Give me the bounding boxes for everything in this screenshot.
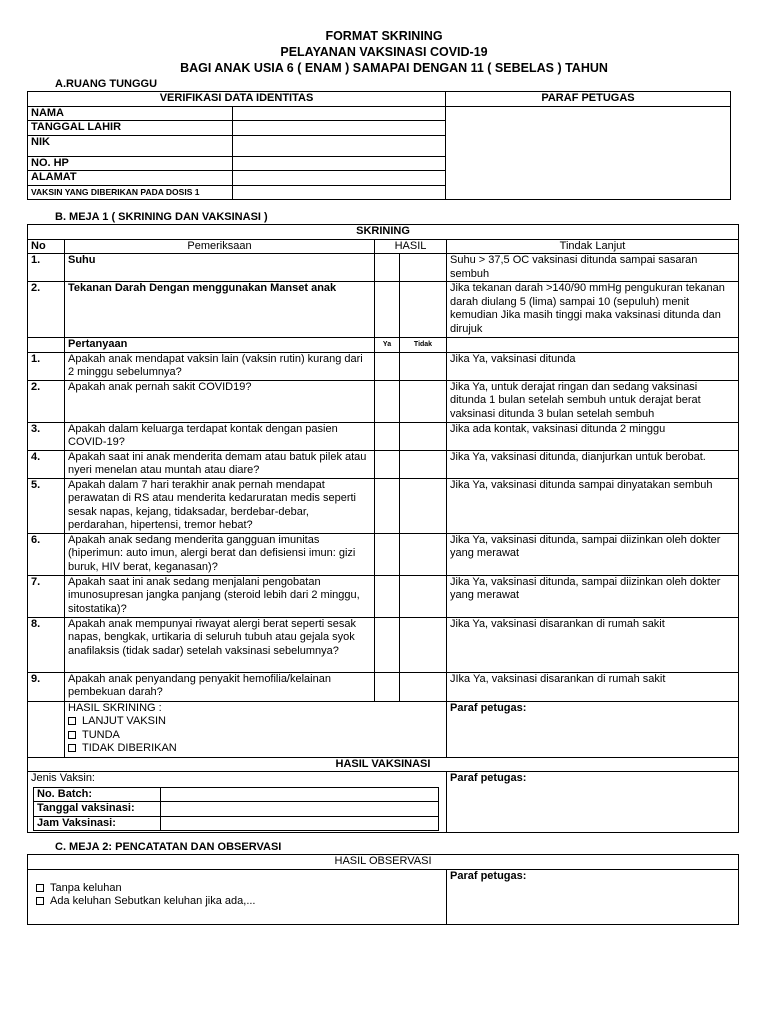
paraf-petugas-observasi[interactable]: Paraf petugas: (447, 869, 739, 924)
tanggal-vaksinasi-label: Tanggal vaksinasi: (34, 802, 161, 817)
row-number: 6. (28, 533, 65, 575)
field-input-alamat[interactable] (233, 171, 446, 186)
exam-row (28, 282, 739, 338)
paraf-petugas-cell[interactable] (446, 106, 731, 200)
row-number: 9. (28, 672, 65, 701)
checkbox-icon[interactable] (68, 744, 76, 752)
answer-ya-cell[interactable] (375, 575, 400, 617)
question-row (28, 672, 739, 701)
checkbox-icon[interactable] (68, 717, 76, 725)
question-row (28, 478, 739, 533)
field-label-no-hp: NO. HP (28, 156, 233, 171)
question-text: Apakah anak mendapat vaksin lain (vaksin rutin) kurang dari 2 minggu sebelumnya? (65, 352, 375, 380)
field-label-nama: NAMA (28, 106, 233, 121)
answer-ya-cell[interactable] (375, 672, 400, 701)
jam-vaksinasi-input[interactable] (161, 816, 439, 831)
answer-tidak-cell[interactable] (400, 380, 447, 422)
hasil-tidak-cell[interactable] (400, 282, 447, 338)
col-pemeriksaan-header: Pemeriksaan (65, 239, 375, 254)
exam-text: Tekanan Darah Dengan menggunakan Manset anak (65, 282, 375, 338)
checkbox-icon[interactable] (68, 731, 76, 739)
tidak-header: Tidak (400, 338, 447, 353)
option-lanjut-vaksin[interactable]: LANJUT VAKSIN (68, 715, 443, 729)
tanggal-vaksinasi-input[interactable] (161, 802, 439, 817)
question-text: Apakah anak penyandang penyakit hemofilia/kelainan pembekuan darah? (65, 672, 375, 701)
field-input-vaksin-dosis-1[interactable] (233, 185, 446, 200)
question-text: Apakah dalam 7 hari terakhir anak pernah mendapat perawatan di RS atau menderita kedaruratan medis seperti sesak napas, kejang, tidaksadar, berdebar-debar, perdarahan, hipertensi, tremor hebat? (65, 478, 375, 533)
tindak-lanjut-text: Jika Ya, vaksinasi disarankan di rumah sakit (447, 617, 739, 672)
hasil-skrining-block (65, 701, 447, 757)
question-row (28, 617, 739, 672)
no-batch-input[interactable] (161, 787, 439, 802)
row-number: 2. (28, 380, 65, 422)
answer-ya-cell[interactable] (375, 422, 400, 450)
answer-ya-cell[interactable] (375, 617, 400, 672)
question-row (28, 533, 739, 575)
jam-vaksinasi-label: Jam Vaksinasi: (34, 816, 161, 831)
identity-header: VERIFIKASI DATA IDENTITAS (28, 92, 446, 107)
field-label-tanggal-lahir: TANGGAL LAHIR (28, 121, 233, 136)
field-input-nik[interactable] (233, 135, 446, 156)
section-c-label: C. MEJA 2: PENCATATAN DAN OBSERVASI (55, 841, 282, 853)
checkbox-icon[interactable] (36, 884, 44, 892)
field-input-no-hp[interactable] (233, 156, 446, 171)
paraf-petugas-skrining[interactable]: Paraf petugas: (447, 701, 739, 757)
paraf-header: PARAF PETUGAS (446, 92, 731, 107)
answer-tidak-cell[interactable] (400, 478, 447, 533)
answer-tidak-cell[interactable] (400, 672, 447, 701)
hasil-observasi-header: HASIL OBSERVASI (28, 855, 739, 870)
form-target-group: BAGI ANAK USIA 6 ( ENAM ) SAMAPAI DENGAN 11 ( SEBELAS ) TAHUN (180, 61, 608, 75)
col-tindak-header: Tindak Lanjut (447, 239, 739, 254)
field-label-alamat: ALAMAT (28, 171, 233, 186)
question-row (28, 575, 739, 617)
question-text: Apakah saat ini anak sedang menjalani pengobatan imunosupresan jangka panjang (steroid lebih dari 2 minggu, sitostatika)? (65, 575, 375, 617)
option-tidak-diberikan[interactable]: TIDAK DIBERIKAN (68, 742, 443, 756)
tindak-lanjut-text: Jika Ya, vaksinasi ditunda, sampai diizinkan oleh dokter yang merawat (447, 533, 739, 575)
tindak-lanjut-text: Jika Ya, vaksinasi ditunda (447, 352, 739, 380)
hasil-ya-cell[interactable] (375, 282, 400, 338)
paraf-petugas-vaksinasi[interactable]: Paraf petugas: (447, 772, 739, 833)
tindak-lanjut-text: Suhu > 37,5 OC vaksinasi ditunda sampai sasaran sembuh (447, 254, 739, 282)
answer-tidak-cell[interactable] (400, 422, 447, 450)
tindak-lanjut-text: JIka Ya, vaksinasi disarankan di rumah sakit (447, 672, 739, 701)
vaksinasi-block (28, 772, 447, 833)
skrining-header: SKRINING (28, 225, 739, 240)
row-number: 3. (28, 422, 65, 450)
question-row (28, 450, 739, 478)
answer-tidak-cell[interactable] (400, 352, 447, 380)
tindak-lanjut-text: Jika ada kontak, vaksinasi ditunda 2 minggu (447, 422, 739, 450)
col-hasil-header: HASIL (375, 239, 447, 254)
section-a-label: A.RUANG TUNGGU (55, 78, 158, 90)
answer-ya-cell[interactable] (375, 352, 400, 380)
row-number: 1. (28, 352, 65, 380)
pertanyaan-header: Pertanyaan (65, 338, 375, 353)
answer-tidak-cell[interactable] (400, 617, 447, 672)
no-batch-label: No. Batch: (34, 787, 161, 802)
field-input-tanggal-lahir[interactable] (233, 121, 446, 136)
option-tanpa-keluhan[interactable]: Tanpa keluhan (36, 882, 443, 896)
hasil-tidak-cell[interactable] (400, 254, 447, 282)
question-row (28, 422, 739, 450)
vaksin-detail-table (33, 787, 439, 832)
tindak-lanjut-text: Jika Ya, vaksinasi ditunda sampai dinyatakan sembuh (447, 478, 739, 533)
observation-options (28, 869, 447, 924)
question-text: Apakah dalam keluarga terdapat kontak dengan pasien COVID-19? (65, 422, 375, 450)
row-number: 8. (28, 617, 65, 672)
ya-header: Ya (375, 338, 400, 353)
tindak-lanjut-text: Jika Ya, untuk derajat ringan dan sedang vaksinasi ditunda 1 bulan setelah sembuh untuk derajat berat vaksinasi ditunda 3 bulan setelah sembuh (447, 380, 739, 422)
answer-ya-cell[interactable] (375, 533, 400, 575)
answer-ya-cell[interactable] (375, 380, 400, 422)
question-text: Apakah anak mempunyai riwayat alergi berat seperti sesak napas, bengkak, urtikaria di seluruh tubuh atau gejala syok anafilaksis (tidak sadar) setelah vaksinasi sebelumnya? (65, 617, 375, 672)
jenis-vaksin-label[interactable]: Jenis Vaksin: (31, 772, 95, 784)
answer-tidak-cell[interactable] (400, 533, 447, 575)
option-tunda[interactable]: TUNDA (68, 729, 443, 743)
question-text: Apakah saat ini anak menderita demam atau batuk pilek atau nyeri menelan atau muntah atau diare? (65, 450, 375, 478)
form-subtitle: PELAYANAN VAKSINASI COVID-19 (280, 45, 488, 59)
field-label-vaksin-dosis-1: VAKSIN YANG DIBERIKAN PADA DOSIS 1 (28, 185, 233, 200)
observation-table (27, 854, 739, 925)
field-label-nik: NIK (28, 135, 233, 156)
checkbox-icon[interactable] (36, 897, 44, 905)
row-number: 1. (28, 254, 65, 282)
row-number: 7. (28, 575, 65, 617)
section-b-label: B. MEJA 1 ( SKRINING DAN VAKSINASI ) (55, 211, 268, 223)
exam-text: Suhu (65, 254, 375, 282)
exam-row (28, 254, 739, 282)
hasil-skrining-label: HASIL SKRINING : (68, 701, 162, 714)
screening-table (27, 224, 739, 833)
col-no-header: No (28, 239, 65, 254)
tindak-lanjut-text: Jika Ya, vaksinasi ditunda, sampai diizinkan oleh dokter yang merawat (447, 575, 739, 617)
question-text: Apakah anak sedang menderita gangguan imunitas (hiperimun: auto imun, alergi berat dan defisiensi imun: gizi buruk, HIV berat, keganasan)? (65, 533, 375, 575)
hasil-vaksinasi-header: HASIL VAKSINASI (28, 757, 739, 772)
answer-tidak-cell[interactable] (400, 575, 447, 617)
question-row (28, 352, 739, 380)
answer-ya-cell[interactable] (375, 478, 400, 533)
answer-ya-cell[interactable] (375, 450, 400, 478)
question-row (28, 380, 739, 422)
question-text: Apakah anak pernah sakit COVID19? (65, 380, 375, 422)
identity-table (27, 91, 731, 200)
form-title: FORMAT SKRINING (325, 29, 443, 43)
row-number: 5. (28, 478, 65, 533)
tindak-lanjut-text: Jika tekanan darah >140/90 mmHg pengukuran tekanan darah diulang 5 (lima) sampai 10 (sepuluh) menit kemudian Jika masih tinggi maka vaksinasi ditunda dan dirujuk (447, 282, 739, 338)
answer-tidak-cell[interactable] (400, 450, 447, 478)
field-input-nama[interactable] (233, 106, 446, 121)
hasil-ya-cell[interactable] (375, 254, 400, 282)
row-number: 4. (28, 450, 65, 478)
option-ada-keluhan[interactable]: Ada keluhan Sebutkan keluhan jika ada,... (36, 895, 443, 909)
tindak-lanjut-text: Jika Ya, vaksinasi ditunda, dianjurkan untuk berobat. (447, 450, 739, 478)
row-number: 2. (28, 282, 65, 338)
